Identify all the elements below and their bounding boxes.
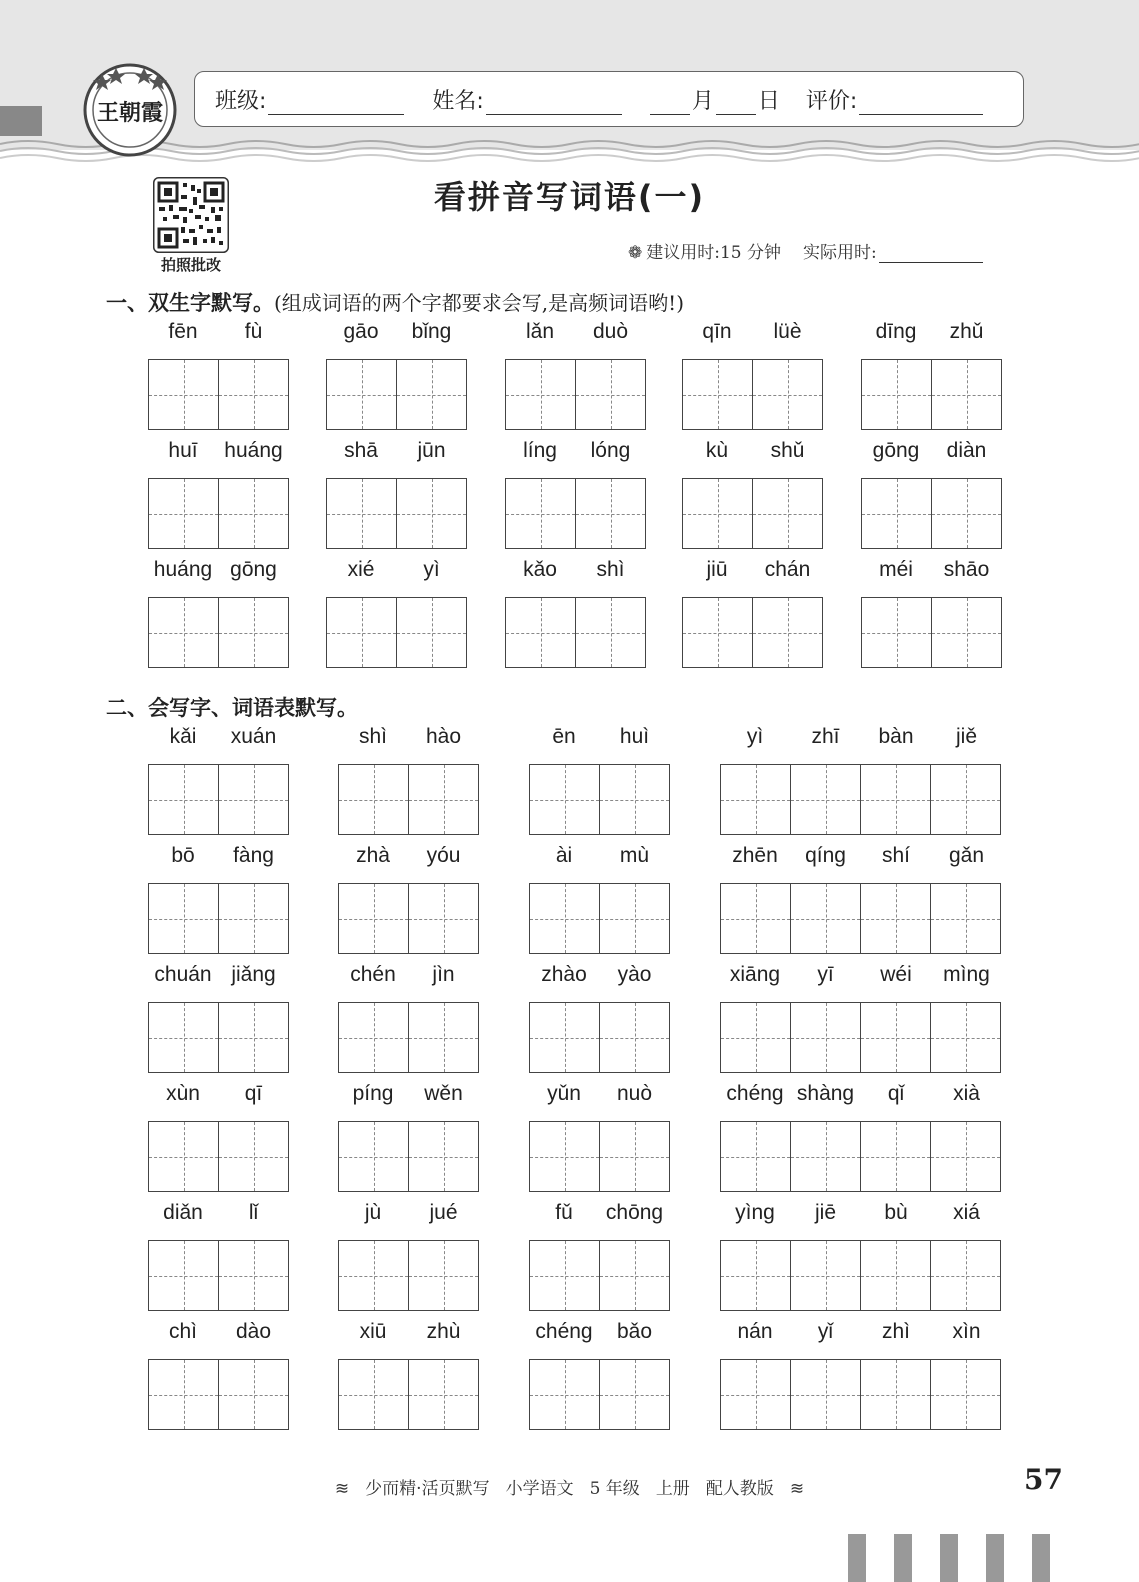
eval-field[interactable] xyxy=(806,84,985,115)
writing-cell[interactable] xyxy=(600,765,670,834)
pinyin-label: huáng xyxy=(153,558,213,581)
writing-cell[interactable] xyxy=(861,884,931,953)
writing-cell[interactable] xyxy=(506,598,576,667)
writing-grid xyxy=(720,1240,1001,1311)
writing-grid xyxy=(529,1359,670,1430)
writing-grid xyxy=(148,1240,289,1311)
writing-cell[interactable] xyxy=(931,1360,1001,1429)
writing-grid xyxy=(720,883,1001,954)
pinyin-label: shā xyxy=(344,439,378,462)
writing-cell[interactable] xyxy=(600,1360,670,1429)
writing-cell[interactable] xyxy=(339,1360,409,1429)
pinyin-label: shí xyxy=(881,844,910,867)
writing-cell[interactable] xyxy=(530,1360,600,1429)
writing-cell[interactable] xyxy=(791,1003,861,1072)
pinyin-label: wéi xyxy=(880,963,912,986)
writing-grid xyxy=(326,478,467,549)
month-label: 月 xyxy=(691,88,714,114)
pinyin-label: lǐ xyxy=(248,1201,259,1224)
writing-grid xyxy=(148,478,289,549)
day-label: 日 xyxy=(757,88,780,114)
writing-cell[interactable] xyxy=(931,1241,1001,1310)
writing-cell[interactable] xyxy=(339,1122,409,1191)
writing-grid xyxy=(148,1002,289,1073)
pinyin-label: mù xyxy=(619,844,650,867)
writing-cell[interactable] xyxy=(149,765,219,834)
pinyin-label: chán xyxy=(764,558,811,581)
pinyin-label: diàn xyxy=(946,439,987,462)
name-field[interactable] xyxy=(432,84,623,115)
writing-cell[interactable] xyxy=(932,598,1002,667)
pinyin-label: nuò xyxy=(616,1082,653,1105)
writing-cell[interactable] xyxy=(861,1003,931,1072)
writing-cell[interactable] xyxy=(576,598,646,667)
pinyin-label: yì xyxy=(746,725,764,748)
wave-left-icon: ≋ xyxy=(334,1479,350,1499)
class-blank[interactable] xyxy=(268,92,404,115)
writing-grid xyxy=(326,359,467,430)
footer-grade: 5 年级 xyxy=(589,1479,640,1499)
writing-grid xyxy=(529,764,670,835)
writing-cell[interactable] xyxy=(932,479,1002,548)
footer-series: 少而精·活页默写 xyxy=(365,1479,490,1499)
pinyin-label: qíng xyxy=(805,844,846,867)
pinyin-label: xià xyxy=(953,1082,980,1105)
writing-cell[interactable] xyxy=(721,1360,791,1429)
writing-cell[interactable] xyxy=(861,1360,931,1429)
writing-cell[interactable] xyxy=(600,884,670,953)
writing-cell[interactable] xyxy=(530,1122,600,1191)
pinyin-label: xiū xyxy=(359,1320,387,1343)
pinyin-label: chuán xyxy=(154,963,212,986)
writing-cell[interactable] xyxy=(149,1241,219,1310)
page-title: 看拼音写词语(一) xyxy=(433,178,706,216)
writing-cell[interactable] xyxy=(931,765,1001,834)
writing-cell[interactable] xyxy=(219,1003,289,1072)
writing-cell[interactable] xyxy=(409,1003,479,1072)
timer-row xyxy=(628,238,983,263)
pinyin-label: gōng xyxy=(230,558,277,581)
pinyin-label: jūn xyxy=(417,439,446,462)
footer-volume: 上册 xyxy=(655,1479,690,1499)
writing-cell[interactable] xyxy=(721,1122,791,1191)
writing-grid xyxy=(338,764,479,835)
footer-edition: 配人教版 xyxy=(705,1479,774,1499)
pinyin-label: méi xyxy=(879,558,913,581)
writing-cell[interactable] xyxy=(721,765,791,834)
section1-title: 一、双生字默写。 xyxy=(106,291,274,315)
pinyin-label: xìn xyxy=(952,1320,981,1343)
writing-cell[interactable] xyxy=(791,1360,861,1429)
pinyin-label: dào xyxy=(235,1320,272,1343)
writing-cell[interactable] xyxy=(339,1241,409,1310)
footer xyxy=(0,1474,1139,1499)
pinyin-label: yǐ xyxy=(817,1320,834,1343)
pinyin-label: shāo xyxy=(943,558,990,581)
writing-cell[interactable] xyxy=(339,1003,409,1072)
writing-cell[interactable] xyxy=(600,1241,670,1310)
writing-cell[interactable] xyxy=(149,1122,219,1191)
writing-cell[interactable] xyxy=(327,479,397,548)
pinyin-label: zhǔ xyxy=(949,320,984,343)
wave-right-icon: ≋ xyxy=(789,1479,805,1499)
writing-cell[interactable] xyxy=(861,1122,931,1191)
writing-cell[interactable] xyxy=(219,765,289,834)
pinyin-label: dīng xyxy=(875,320,917,343)
pinyin-label: xùn xyxy=(166,1082,200,1105)
pinyin-label: gāo xyxy=(343,320,379,343)
pinyin-label: jù xyxy=(364,1201,382,1224)
pinyin-label: yìng xyxy=(735,1201,775,1224)
pinyin-label: qīn xyxy=(702,320,732,343)
qr-label: 拍照批改 xyxy=(160,256,221,274)
writing-cell[interactable] xyxy=(397,479,467,548)
actual-time-label: 实际用时: xyxy=(803,243,877,263)
class-field[interactable] xyxy=(215,84,406,115)
pinyin-label: qǐ xyxy=(887,1082,905,1105)
pinyin-label: huáng xyxy=(224,439,283,462)
writing-grid xyxy=(720,1002,1001,1073)
writing-cell[interactable] xyxy=(506,360,576,429)
pinyin-label: yì xyxy=(423,558,440,581)
writing-cell[interactable] xyxy=(327,360,397,429)
section1-heading xyxy=(106,287,684,317)
writing-grid xyxy=(682,478,823,549)
pinyin-label: zhì xyxy=(881,1320,910,1343)
writing-grid xyxy=(148,1359,289,1430)
writing-cell[interactable] xyxy=(397,360,467,429)
month-blank[interactable] xyxy=(650,92,690,115)
pinyin-label: mìng xyxy=(943,963,990,986)
writing-cell[interactable] xyxy=(683,360,753,429)
writing-grid xyxy=(720,1121,1001,1192)
writing-cell[interactable] xyxy=(791,765,861,834)
writing-cell[interactable] xyxy=(753,598,823,667)
writing-cell[interactable] xyxy=(149,1360,219,1429)
pinyin-label: hào xyxy=(425,725,462,748)
footer-subject: 小学语文 xyxy=(505,1479,574,1499)
writing-cell[interactable] xyxy=(932,360,1002,429)
pinyin-label: kǎo xyxy=(523,558,557,581)
writing-grid xyxy=(338,883,479,954)
writing-cell[interactable] xyxy=(530,884,600,953)
pinyin-label: yào xyxy=(617,963,652,986)
pinyin-label: shàng xyxy=(796,1082,855,1105)
pinyin-label: ài xyxy=(555,844,573,867)
writing-cell[interactable] xyxy=(791,1122,861,1191)
pinyin-label: píng xyxy=(352,1082,394,1105)
writing-grid xyxy=(326,597,467,668)
writing-grid xyxy=(682,597,823,668)
writing-grid xyxy=(148,883,289,954)
writing-grid xyxy=(720,764,1001,835)
writing-cell[interactable] xyxy=(219,360,289,429)
writing-grid xyxy=(505,597,646,668)
day-blank[interactable] xyxy=(716,92,756,115)
writing-grid xyxy=(505,359,646,430)
pinyin-label: gōng xyxy=(872,439,920,462)
pinyin-label: fù xyxy=(244,320,263,343)
section2-heading xyxy=(106,692,358,722)
writing-cell[interactable] xyxy=(149,884,219,953)
writing-cell[interactable] xyxy=(721,1003,791,1072)
pinyin-label: jiǎng xyxy=(231,963,276,986)
pinyin-label: chōng xyxy=(605,1201,664,1224)
writing-cell[interactable] xyxy=(861,765,931,834)
pinyin-label: nán xyxy=(737,1320,773,1343)
writing-grid xyxy=(861,597,1002,668)
writing-cell[interactable] xyxy=(862,360,932,429)
actual-time-blank[interactable] xyxy=(879,244,983,263)
writing-cell[interactable] xyxy=(576,479,646,548)
writing-grid xyxy=(338,1121,479,1192)
writing-grid xyxy=(505,478,646,549)
writing-grid xyxy=(720,1359,1001,1430)
pinyin-label: zhī xyxy=(811,725,840,748)
writing-cell[interactable] xyxy=(791,1241,861,1310)
brand-logo xyxy=(82,62,178,158)
student-info-box xyxy=(194,71,1024,127)
pinyin-label: zhēn xyxy=(732,844,778,867)
pinyin-label: huī xyxy=(168,439,198,462)
suggested-time: 建议用时:15 分钟 xyxy=(646,243,782,263)
flower-icon: ❁ xyxy=(628,243,643,263)
writing-grid xyxy=(529,883,670,954)
writing-cell[interactable] xyxy=(506,479,576,548)
writing-cell[interactable] xyxy=(861,1241,931,1310)
pinyin-label: líng xyxy=(523,439,557,462)
writing-cell[interactable] xyxy=(862,598,932,667)
writing-cell[interactable] xyxy=(530,1003,600,1072)
writing-cell[interactable] xyxy=(409,1241,479,1310)
writing-cell[interactable] xyxy=(530,765,600,834)
class-label: 班级: xyxy=(215,88,267,114)
section2-title: 二、会写字、词语表默写。 xyxy=(106,696,358,720)
pinyin-label: zhù xyxy=(426,1320,461,1343)
writing-grid xyxy=(529,1240,670,1311)
pinyin-label: zhào xyxy=(541,963,587,986)
pinyin-label: lóng xyxy=(590,439,631,462)
writing-cell[interactable] xyxy=(397,598,467,667)
pinyin-label: xuán xyxy=(230,725,277,748)
writing-cell[interactable] xyxy=(149,479,219,548)
pinyin-label: duò xyxy=(592,320,629,343)
writing-cell[interactable] xyxy=(149,1003,219,1072)
writing-grid xyxy=(338,1240,479,1311)
writing-grid xyxy=(148,1121,289,1192)
writing-cell[interactable] xyxy=(931,1003,1001,1072)
pinyin-label: chéng xyxy=(535,1320,593,1343)
writing-cell[interactable] xyxy=(600,1122,670,1191)
pinyin-label: bù xyxy=(884,1201,908,1224)
pinyin-label: kǎi xyxy=(169,725,197,748)
writing-cell[interactable] xyxy=(149,360,219,429)
writing-cell[interactable] xyxy=(683,598,753,667)
pinyin-label: shì xyxy=(596,558,625,581)
pinyin-label: fǔ xyxy=(555,1201,573,1224)
writing-cell[interactable] xyxy=(219,598,289,667)
pinyin-label: diǎn xyxy=(163,1201,203,1224)
name-label: 姓名: xyxy=(432,88,484,114)
writing-cell[interactable] xyxy=(219,479,289,548)
writing-grid xyxy=(529,1002,670,1073)
writing-cell[interactable] xyxy=(409,884,479,953)
pinyin-label: jiě xyxy=(955,725,977,748)
writing-cell[interactable] xyxy=(409,1360,479,1429)
writing-cell[interactable] xyxy=(219,1360,289,1429)
writing-cell[interactable] xyxy=(409,1122,479,1191)
eval-blank[interactable] xyxy=(859,92,983,115)
writing-grid xyxy=(529,1121,670,1192)
writing-cell[interactable] xyxy=(721,884,791,953)
writing-cell[interactable] xyxy=(931,884,1001,953)
bottom-edge-marks xyxy=(848,1534,1078,1582)
writing-grid xyxy=(148,597,289,668)
pinyin-label: wěn xyxy=(424,1082,463,1105)
writing-cell[interactable] xyxy=(791,884,861,953)
pinyin-label: jìn xyxy=(432,963,455,986)
writing-grid xyxy=(338,1002,479,1073)
pinyin-label: chén xyxy=(350,963,396,986)
writing-grid xyxy=(338,1359,479,1430)
section1-note: (组成词语的两个字都要求会写,是高频词语哟!) xyxy=(274,291,684,315)
pinyin-label: shǔ xyxy=(770,439,805,462)
writing-cell[interactable] xyxy=(862,479,932,548)
logo-text: 王朝霞 xyxy=(96,100,164,126)
writing-cell[interactable] xyxy=(931,1122,1001,1191)
pinyin-label: jiē xyxy=(814,1201,836,1224)
pinyin-label: huì xyxy=(619,725,650,748)
name-blank[interactable] xyxy=(486,92,622,115)
writing-cell[interactable] xyxy=(219,884,289,953)
writing-cell[interactable] xyxy=(219,1241,289,1310)
writing-cell[interactable] xyxy=(683,479,753,548)
pinyin-label: bǐng xyxy=(411,320,452,343)
writing-cell[interactable] xyxy=(753,479,823,548)
pinyin-label: yī xyxy=(817,963,834,986)
writing-cell[interactable] xyxy=(149,598,219,667)
pinyin-label: bō xyxy=(171,844,195,867)
writing-cell[interactable] xyxy=(600,1003,670,1072)
pinyin-label: lǎn xyxy=(525,320,555,343)
pinyin-label: yóu xyxy=(426,844,461,867)
pinyin-label: yǔn xyxy=(547,1082,581,1105)
pinyin-label: bàn xyxy=(878,725,914,748)
date-field[interactable] xyxy=(648,84,780,115)
pinyin-label: fēn xyxy=(168,320,198,343)
pinyin-label: xié xyxy=(347,558,375,581)
pinyin-label: lüè xyxy=(773,320,802,343)
writing-cell[interactable] xyxy=(327,598,397,667)
writing-grid xyxy=(682,359,823,430)
writing-cell[interactable] xyxy=(339,884,409,953)
writing-grid xyxy=(861,478,1002,549)
writing-cell[interactable] xyxy=(339,765,409,834)
pinyin-label: gǎn xyxy=(948,844,985,867)
writing-cell[interactable] xyxy=(576,360,646,429)
page-number: 57 xyxy=(1024,1463,1063,1496)
pinyin-label: chéng xyxy=(726,1082,784,1105)
writing-cell[interactable] xyxy=(721,1241,791,1310)
pinyin-label: fàng xyxy=(233,844,274,867)
writing-cell[interactable] xyxy=(753,360,823,429)
left-tab-marker xyxy=(0,106,42,136)
pinyin-label: shì xyxy=(358,725,387,748)
pinyin-label: jiū xyxy=(706,558,728,581)
pinyin-label: zhà xyxy=(356,844,390,867)
pinyin-label: bǎo xyxy=(616,1320,653,1343)
writing-cell[interactable] xyxy=(409,765,479,834)
pinyin-label: xiāng xyxy=(729,963,781,986)
writing-grid xyxy=(148,764,289,835)
pinyin-label: xiá xyxy=(953,1201,980,1224)
pinyin-label: qī xyxy=(244,1082,263,1105)
pinyin-label: kù xyxy=(705,439,729,462)
pinyin-label: chì xyxy=(168,1320,197,1343)
eval-label: 评价: xyxy=(805,88,858,114)
writing-grid xyxy=(148,359,289,430)
pinyin-label: jué xyxy=(429,1201,458,1224)
writing-grid xyxy=(861,359,1002,430)
writing-cell[interactable] xyxy=(219,1122,289,1191)
writing-cell[interactable] xyxy=(530,1241,600,1310)
pinyin-label: ēn xyxy=(552,725,576,748)
